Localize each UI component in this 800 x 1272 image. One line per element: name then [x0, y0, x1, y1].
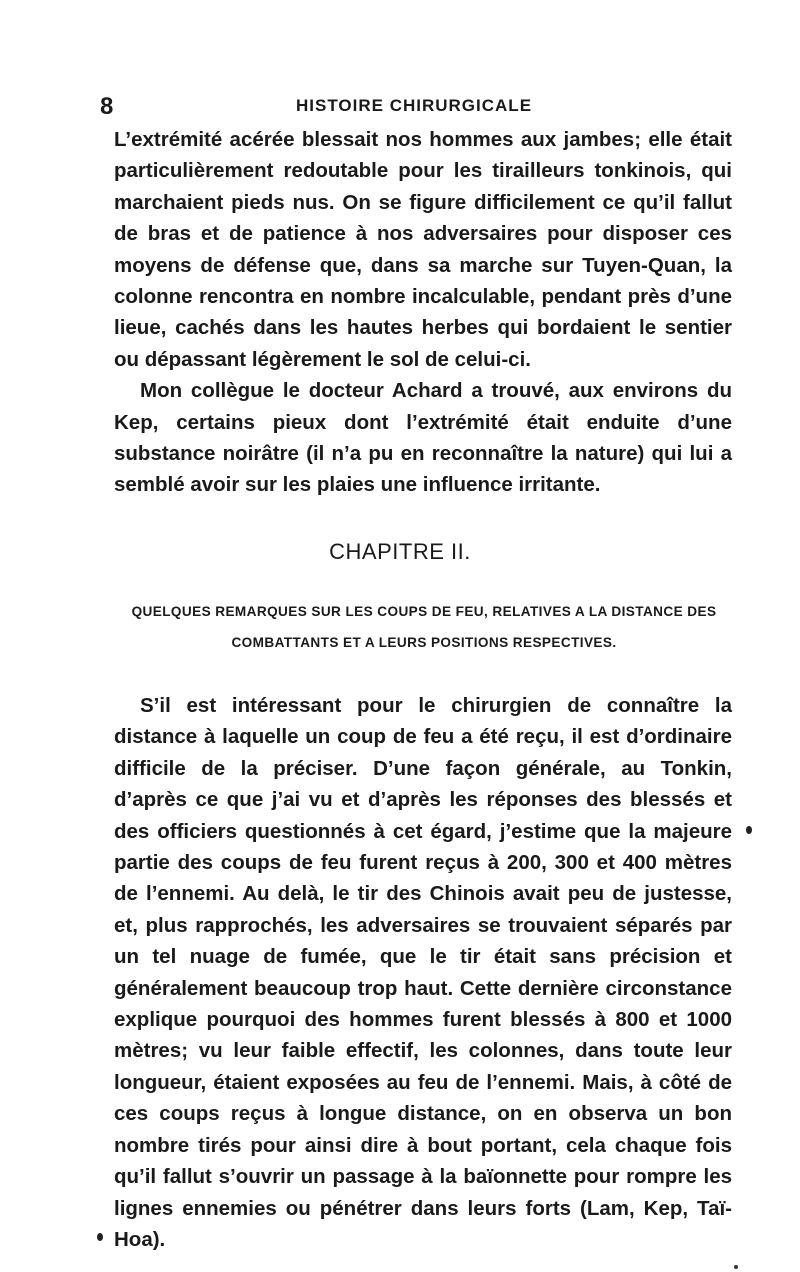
paragraph-2: Mon collègue le docteur Achard a trouvé, aux environs du Kep, certains pieux dont l’extrémité était enduite d’une substance noirâtre (il n’a pu en reconnaître la nature) qui lui a semblé avoir sur les plaies une influence irritante. [114, 379, 732, 497]
chapter-title: CHAPITRE II. [329, 539, 471, 564]
paragraph-3: S’il est intéressant pour le chirurgien de connaître la distance à laquelle un coup de feu a été reçu, il est d’ordinaire difficile de la préciser. D’une façon générale, au Tonkin, d’après ce que j’ai vu et d’après les réponses des blessés et des officiers questionnés à cet égard, j’estime que la majeure partie des coups de feu furent reçus à 200, 300 et 400 mètres de l’ennemi. Au delà, le tir des Chinois avait peu de justesse, et, plus rapprochés, les adversaires se trouvaient séparés par un tel nuage de fumée, que le tir était sans précision et généralement beaucoup trop haut. Cette dernière circonstance explique pourquoi des hommes furent blessés à 800 et 1000 mètres; vu leur faible effectif, les colonnes, dans toute leur longueur, étaient exposées au feu de l’ennemi. Mais, à côté de ces coups reçus à longue distance, on en observa un bon nombre tirés pour ainsi dire à bout portant, cela chaque fois qu’il fallut s’ouvrir un passage à la baïonnette pour rompre les lignes ennemies ou pénétrer dans leurs forts (Lam, Kep, Taï-Hoa). [114, 694, 732, 1251]
chapter-subtitle: QUELQUES REMARQUES SUR LES COUPS DE FEU, RELATIVES A LA DISTANCE DES COMBATTANTS ET A LEURS POSITIONS RESPECTIVES. [131, 604, 717, 650]
page-number: 8 [100, 93, 114, 120]
paragraph-1: L’extrémité acérée blessait nos hommes aux jambes; elle était particulièrement redoutable pour les tirailleurs tonkinois, qui marchaient pieds nus. On se figure difficilement ce qu’il fallut de bras et de patience à nos adversaires pour disposer ces moyens de défense que, dans sa marche sur Tuyen-Quan, la colonne rencontra en nombre incalculable, pendant près d’une lieue, cachés dans les hautes herbes qui bordaient le sentier ou dépassant légèrement le sol de celui-ci. [114, 128, 732, 371]
text-block-top [114, 124, 732, 501]
page-header [0, 93, 800, 123]
text-block-bottom [114, 690, 732, 1255]
margin-mark-dot [746, 826, 752, 834]
margin-mark-period [734, 1265, 738, 1269]
margin-mark-dot [97, 1233, 103, 1241]
running-head: HISTOIRE CHIRURGICALE [296, 96, 533, 115]
